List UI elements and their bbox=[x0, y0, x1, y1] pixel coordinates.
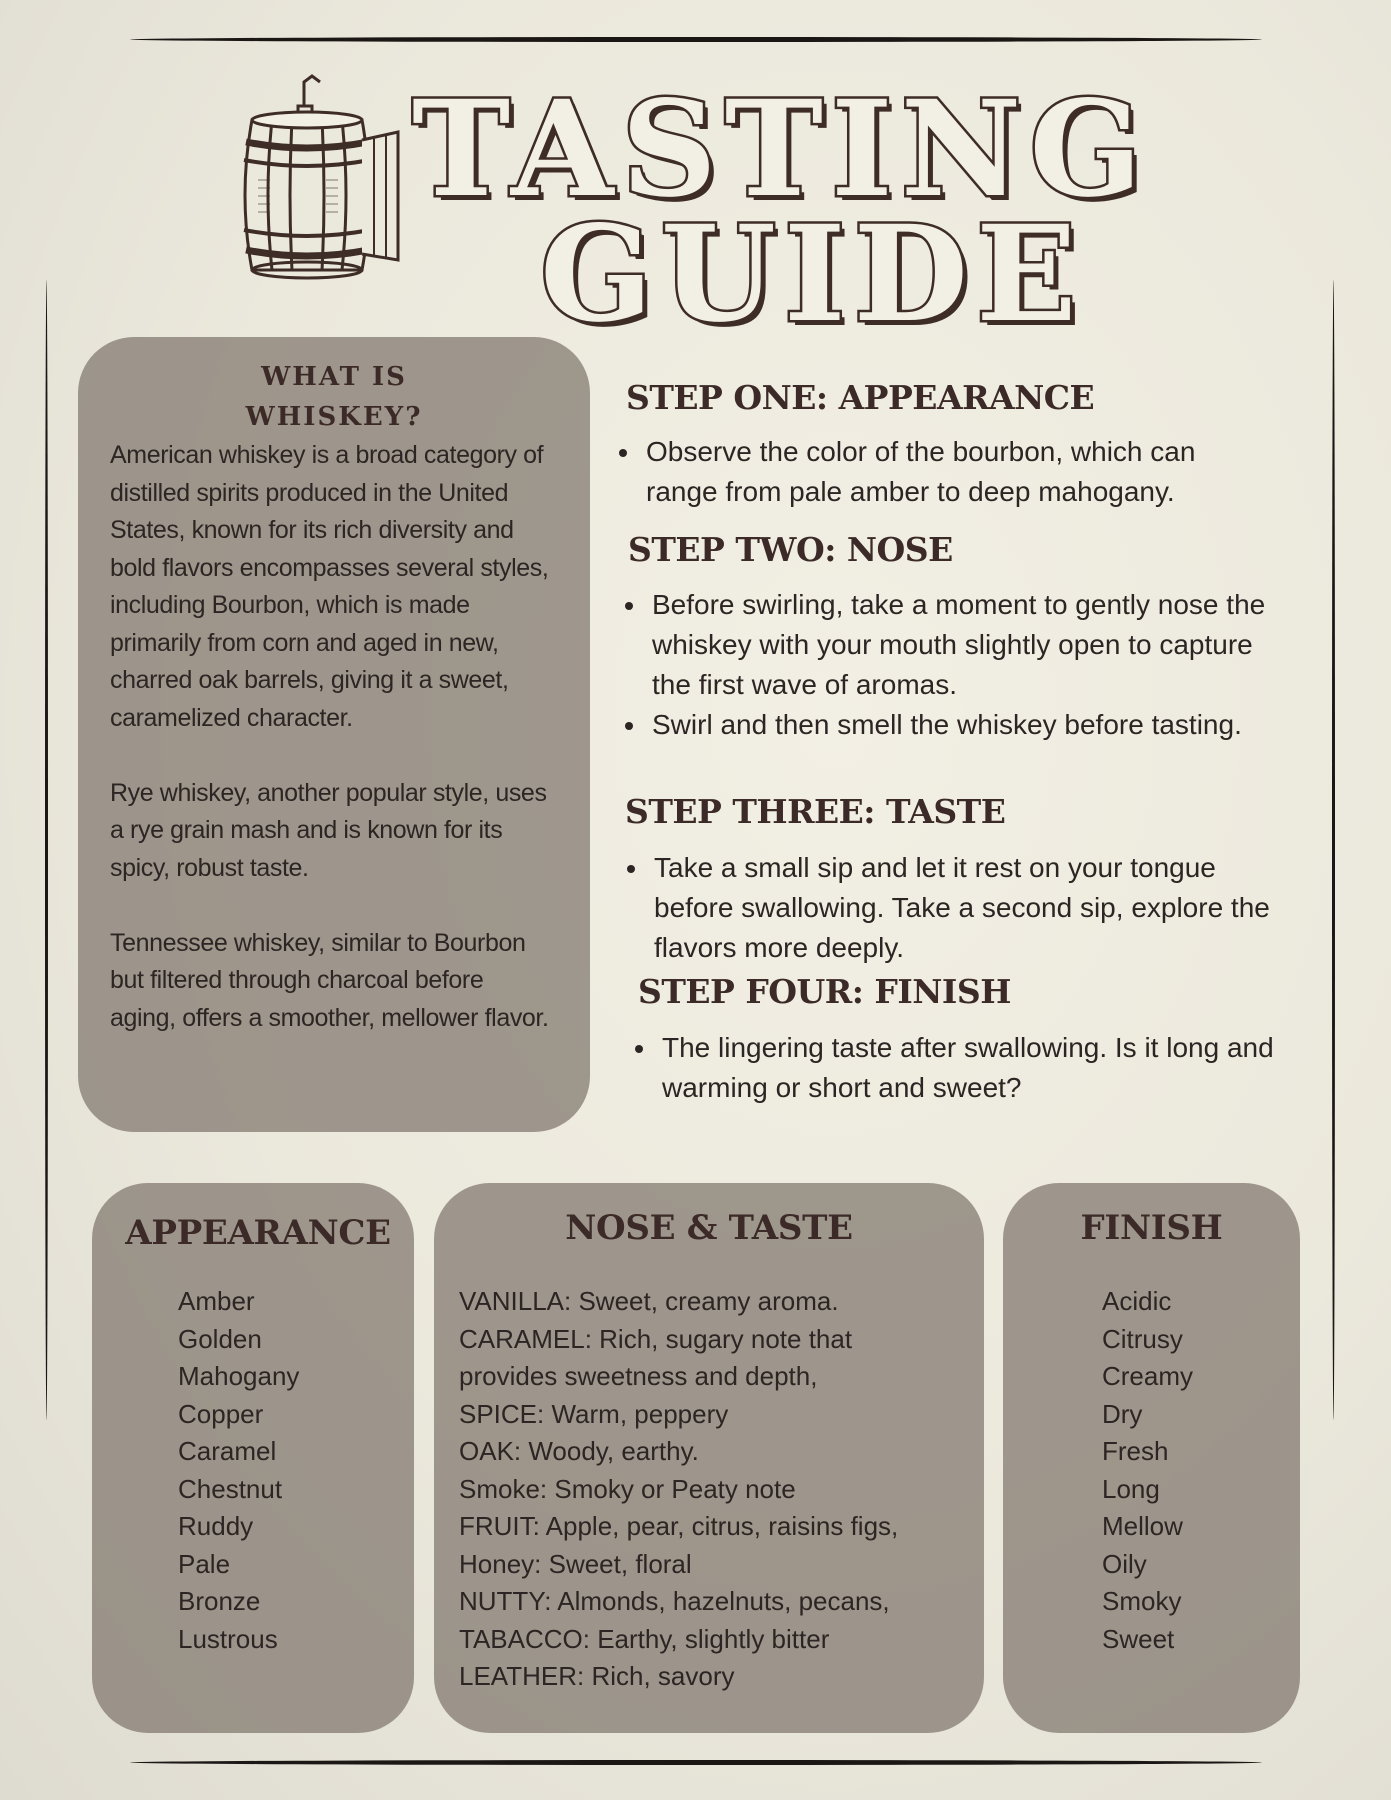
step-four-list bbox=[628, 1028, 1278, 1108]
finish-heading: FINISH bbox=[1080, 1208, 1223, 1248]
list-item: Fresh bbox=[1102, 1436, 1169, 1466]
step-one-title: STEP ONE: APPEARANCE bbox=[626, 378, 1095, 417]
whiskey-description bbox=[110, 437, 550, 1075]
step-three-title: STEP THREE: TASTE bbox=[625, 792, 1006, 831]
appearance-heading: APPEARANCE bbox=[125, 1213, 391, 1253]
list-item: Mellow bbox=[1102, 1511, 1183, 1541]
heading-line2: WHISKEY? bbox=[245, 402, 423, 432]
nose-taste-list bbox=[459, 1283, 969, 1696]
step-bullet: • Take a small sip and let it rest on your tongue before swallowing. Take a second sip, explore the flavors more deeply. bbox=[650, 848, 1270, 968]
step-bullet: • Before swirling, take a moment to gently nose the whiskey with your mouth slightly open to capture the first wave of aromas. bbox=[648, 585, 1268, 705]
heading-line1: WHAT IS bbox=[261, 362, 407, 392]
finish-list bbox=[1102, 1283, 1193, 1658]
list-item: Creamy bbox=[1102, 1361, 1194, 1391]
page-title-line1: TASTING bbox=[412, 72, 1151, 227]
list-item: Bronze bbox=[178, 1586, 261, 1616]
list-item: Copper bbox=[178, 1398, 264, 1429]
list-item: Ruddy bbox=[178, 1511, 254, 1541]
list-item: Honey: Sweet, floral bbox=[459, 1548, 692, 1579]
step-four-title: STEP FOUR: FINISH bbox=[638, 972, 1011, 1011]
step-three-list bbox=[620, 848, 1270, 968]
list-item: Citrusy bbox=[1102, 1323, 1183, 1354]
list-item: Oily bbox=[1102, 1548, 1147, 1579]
appearance-panel bbox=[92, 1183, 414, 1733]
appearance-list bbox=[178, 1283, 299, 1658]
list-item: NUTTY: Almonds, hazelnuts, pecans, bbox=[459, 1586, 890, 1616]
list-item: SPICE: Warm, peppery bbox=[459, 1398, 729, 1429]
list-item: Lustrous bbox=[178, 1623, 278, 1654]
step-bullet: • The lingering taste after swallowing. Is it long and warming or short and sweet? bbox=[658, 1028, 1278, 1108]
list-item: Smoke: Smoky or Peaty note bbox=[459, 1473, 796, 1504]
list-item: Caramel bbox=[178, 1436, 277, 1466]
step-one-list bbox=[612, 432, 1262, 512]
page-title-line2: GUIDE bbox=[540, 197, 1085, 352]
whiskey-paragraph: Tennessee whiskey, similar to Bourbon but filtered through charcoal before aging, offers a smoother, mellower flavor. bbox=[110, 928, 549, 1032]
list-item: TABACCO: Earthy, slightly bitter bbox=[459, 1623, 830, 1654]
bottom-rule bbox=[130, 1760, 1262, 1765]
left-rule bbox=[45, 280, 48, 1420]
step-bullet: • Swirl and then smell the whiskey before tasting. bbox=[648, 705, 1268, 745]
list-item: CARAMEL: Rich, sugary note that bbox=[459, 1323, 853, 1354]
top-rule bbox=[130, 37, 1262, 42]
list-item: Amber bbox=[178, 1286, 255, 1316]
list-item: Mahogany bbox=[178, 1361, 300, 1391]
list-item: OAK: Woody, earthy. bbox=[459, 1436, 699, 1466]
nose-taste-heading: NOSE & TASTE bbox=[565, 1208, 853, 1248]
what-is-whiskey-heading bbox=[78, 357, 590, 437]
list-item: VANILLA: Sweet, creamy aroma. bbox=[459, 1286, 839, 1316]
list-item: FRUIT: Apple, pear, citrus, raisins figs, bbox=[459, 1511, 899, 1541]
step-bullet: • Observe the color of the bourbon, which can range from pale amber to deep mahogany. bbox=[642, 432, 1262, 512]
right-rule bbox=[1332, 280, 1335, 1420]
finish-panel bbox=[1003, 1183, 1300, 1733]
list-item: Pale bbox=[178, 1548, 231, 1579]
barrel-icon bbox=[230, 70, 410, 300]
whiskey-paragraph: Rye whiskey, another popular style, uses a rye grain mash and is known for its spicy, robust taste. bbox=[110, 778, 547, 882]
list-item: Smoky bbox=[1102, 1586, 1182, 1616]
list-item: Acidic bbox=[1102, 1286, 1172, 1316]
whiskey-paragraph: American whiskey is a broad category of distilled spirits produced in the United States, known for its rich diversity and bold flavors encompasses several styles, including Bourbon, which is made primarily from corn and aged in new, charred oak barrels, giving it a sweet, caramelized character. bbox=[110, 441, 549, 732]
list-item: Long bbox=[1102, 1473, 1160, 1504]
list-item: Sweet bbox=[1102, 1623, 1175, 1654]
what-is-whiskey-panel bbox=[78, 337, 590, 1132]
list-item: Chestnut bbox=[178, 1473, 283, 1504]
list-item: LEATHER: Rich, savory bbox=[459, 1661, 735, 1691]
list-item: Golden bbox=[178, 1323, 262, 1354]
step-two-list bbox=[618, 585, 1268, 745]
nose-taste-panel bbox=[434, 1183, 984, 1733]
list-item: provides sweetness and depth, bbox=[459, 1361, 818, 1391]
step-two-title: STEP TWO: NOSE bbox=[628, 530, 953, 569]
list-item: Dry bbox=[1102, 1398, 1143, 1429]
